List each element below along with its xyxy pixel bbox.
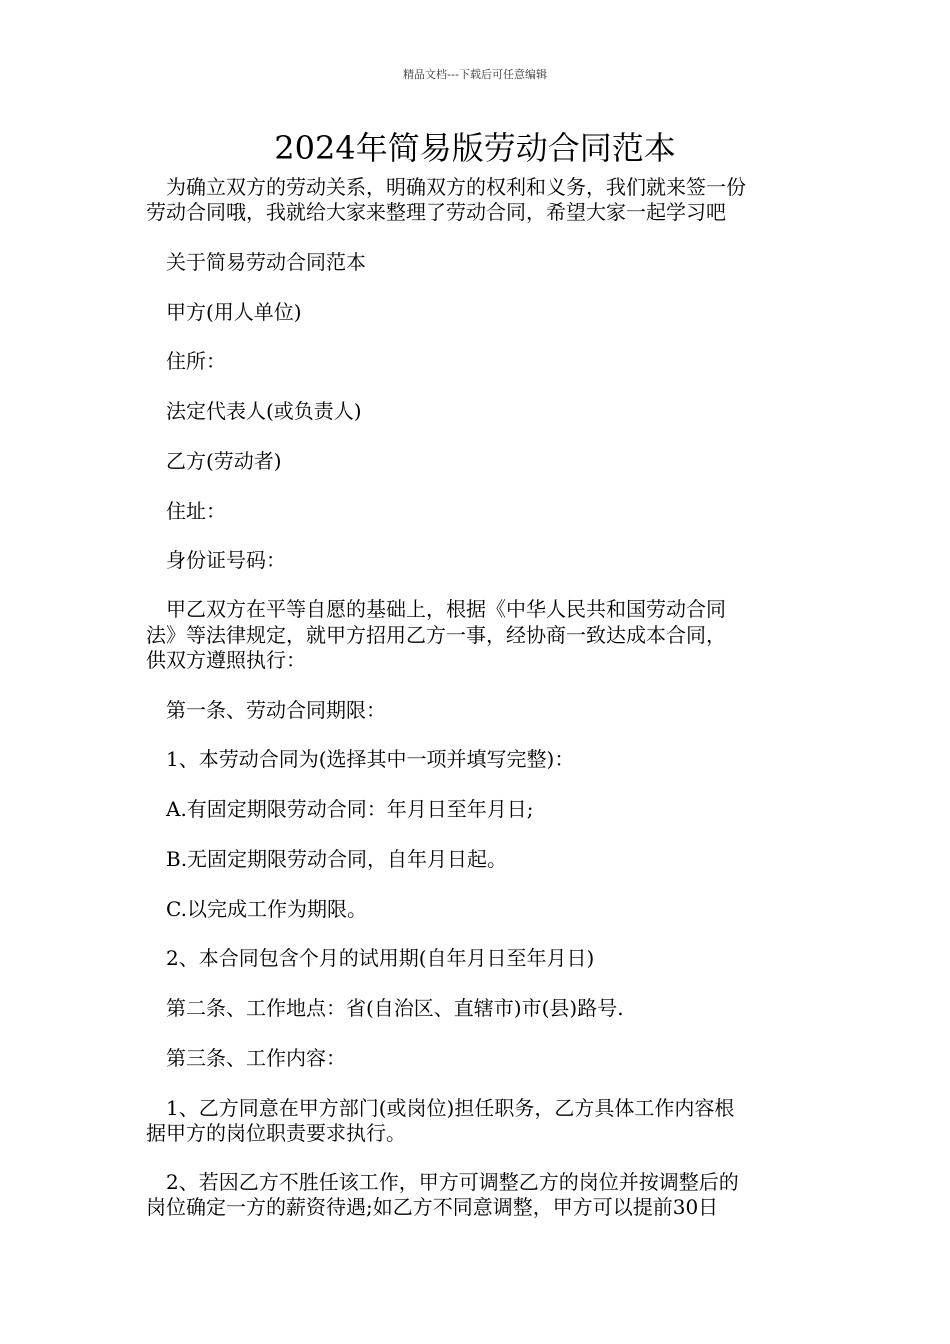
- preamble-line-2: 法》等法律规定，就甲方招用乙方一事，经协商一致达成本合同，: [146, 623, 726, 647]
- article-1-option-c: C.以完成工作为期限。: [166, 897, 367, 921]
- article-1-item-2: 2、本合同包含个月的试用期(自年月日至年月日): [166, 946, 595, 970]
- intro-line-1: 为确立双方的劳动关系，明确双方的权利和义务，我们就来签一份: [146, 175, 746, 199]
- article-3-item-2-line-2: 岗位确定一方的薪资待遇;如乙方不同意调整，甲方可以提前30日: [146, 1195, 719, 1219]
- party-a-label: 甲方(用人单位): [166, 300, 302, 324]
- preamble-line-3: 供双方遵照执行：: [146, 648, 306, 672]
- address-b-label: 住址：: [166, 499, 226, 523]
- article-1-option-b: B.无固定期限劳动合同，自年月日起。: [166, 847, 508, 871]
- article-2: 第二条、工作地点：省(自治区、直辖市)市(县)路号.: [166, 996, 624, 1020]
- preamble-line-1: 甲乙双方在平等自愿的基础上，根据《中华人民共和国劳动合同: [146, 597, 726, 621]
- article-1-title: 第一条、劳动合同期限：: [166, 698, 386, 722]
- legal-rep-label: 法定代表人(或负责人): [166, 399, 362, 423]
- article-3-item-1-line-1: 1、乙方同意在甲方部门(或岗位)担任职务，乙方具体工作内容根: [146, 1096, 735, 1120]
- party-b-label: 乙方(劳动者): [166, 449, 282, 473]
- address-a-label: 住所：: [166, 349, 226, 373]
- document-title: 2024年简易版劳动合同范本: [274, 129, 676, 167]
- article-3-item-2-line-1: 2、若因乙方不胜任该工作，甲方可调整乙方的岗位并按调整后的: [146, 1170, 739, 1194]
- page-header: 精品文档---下载后可任意编辑: [403, 68, 547, 81]
- id-number-label: 身份证号码：: [166, 548, 286, 572]
- article-3-item-1-line-2: 据甲方的岗位职责要求执行。: [146, 1121, 406, 1145]
- about-heading: 关于简易劳动合同范本: [166, 250, 366, 274]
- article-3-title: 第三条、工作内容：: [166, 1046, 346, 1070]
- article-1-option-a: A.有固定期限劳动合同：年月日至年月日;: [166, 797, 534, 821]
- intro-line-2: 劳动合同哦，我就给大家来整理了劳动合同，希望大家一起学习吧: [146, 200, 726, 224]
- article-1-item-1: 1、本劳动合同为(选择其中一项并填写完整)：: [166, 747, 575, 771]
